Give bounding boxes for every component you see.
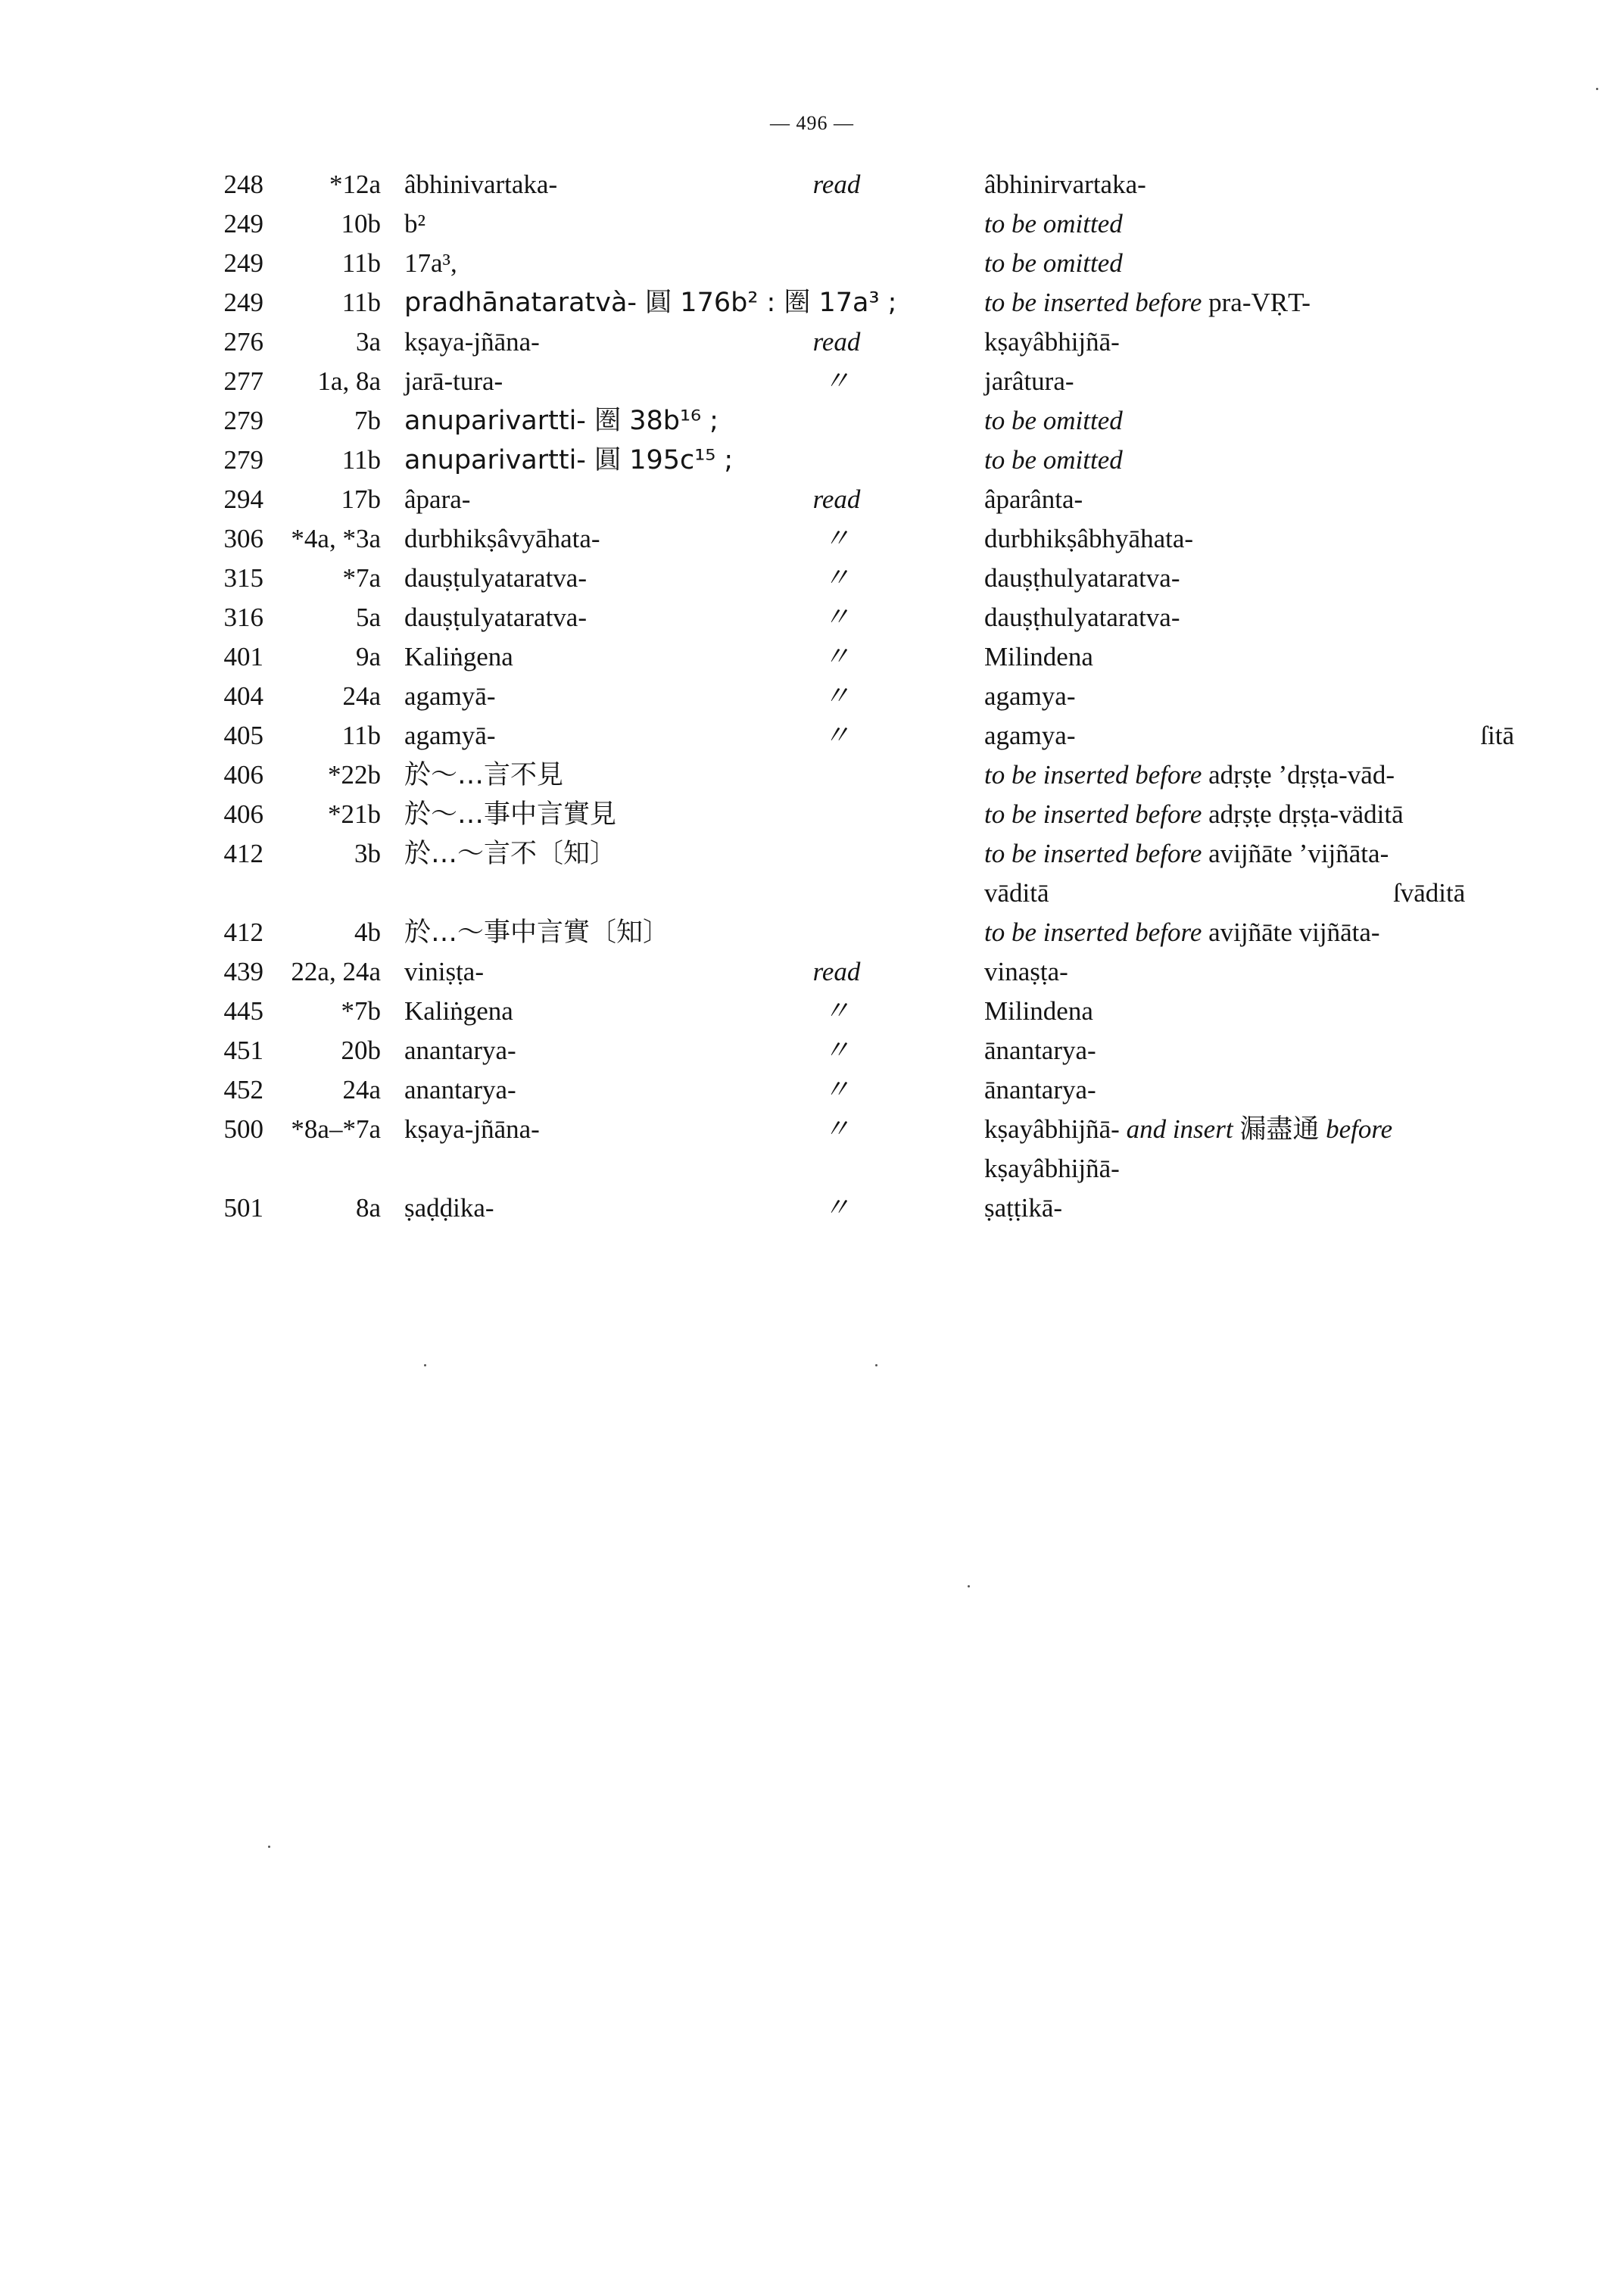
erroneous-text: 於～…事中言實見 bbox=[404, 799, 617, 830]
errata-row bbox=[0, 834, 1624, 913]
corrected-line: agamya- bbox=[984, 721, 1076, 750]
line-ref: *22b bbox=[328, 760, 381, 790]
page-ref: 276 bbox=[223, 327, 263, 357]
errata-row bbox=[0, 913, 1624, 952]
corrected-line: to be omitted bbox=[984, 445, 1123, 475]
corrected-text bbox=[984, 834, 1514, 913]
erroneous-text: viniṣṭa- bbox=[404, 957, 484, 986]
errata-row bbox=[0, 519, 1624, 559]
erroneous-text: Kaliṅgena bbox=[404, 642, 513, 671]
errata-row bbox=[0, 441, 1624, 480]
page-ref: 500 bbox=[223, 1114, 263, 1144]
corrected-text bbox=[984, 165, 1514, 204]
corrected-line: to be inserted before pra-VṚT- bbox=[984, 288, 1311, 317]
erroneous-text: dauṣṭulyataratva- bbox=[404, 603, 588, 632]
erroneous-text: ṣaḍḍika- bbox=[404, 1193, 494, 1223]
page-ref: 412 bbox=[223, 839, 263, 868]
errata-row bbox=[0, 598, 1624, 637]
correction-instruction: read bbox=[812, 170, 861, 199]
page-ref: 316 bbox=[223, 603, 263, 632]
corrected-text bbox=[984, 1189, 1514, 1228]
erroneous-text: âpara- bbox=[404, 484, 471, 514]
corrected-text bbox=[984, 559, 1514, 598]
correction-instruction: 〃 bbox=[823, 1193, 850, 1223]
line-ref: 1a, 8a bbox=[317, 366, 381, 396]
errata-row bbox=[0, 952, 1624, 992]
corrected-line: kṣayâbhijñā- and insert 漏盡通 before bbox=[984, 1114, 1393, 1144]
correction-instruction: 〃 bbox=[823, 721, 850, 750]
page-ref: 445 bbox=[223, 996, 263, 1026]
corrected-line: Milindena bbox=[984, 996, 1093, 1026]
page-ref: 277 bbox=[223, 366, 263, 396]
margin-note: ſitā bbox=[1480, 721, 1514, 750]
erroneous-text: anantarya- bbox=[404, 1036, 516, 1065]
erroneous-text: 於…～事中言實〔知〕 bbox=[404, 918, 670, 948]
corrected-text bbox=[984, 1031, 1514, 1070]
errata-row bbox=[0, 1110, 1624, 1189]
corrected-text bbox=[984, 204, 1514, 244]
page-ref: 279 bbox=[223, 445, 263, 475]
page-ref: 306 bbox=[223, 524, 263, 553]
scan-speck bbox=[268, 1846, 270, 1848]
erroneous-text: pradhānataratvà- 圓 176b² : 圏 17a³ ; bbox=[404, 288, 897, 318]
correction-instruction: 〃 bbox=[823, 1114, 850, 1144]
corrected-text bbox=[984, 1070, 1514, 1110]
line-ref: *21b bbox=[328, 799, 381, 829]
page-ref: 249 bbox=[223, 248, 263, 278]
corrected-text bbox=[984, 992, 1514, 1031]
errata-row bbox=[0, 283, 1624, 322]
line-ref: 11b bbox=[341, 445, 381, 475]
erroneous-text: dauṣṭulyataratva- bbox=[404, 563, 588, 593]
erroneous-text: âbhinivartaka- bbox=[404, 170, 558, 199]
correction-instruction: 〃 bbox=[823, 603, 850, 632]
corrected-line: jarâtura- bbox=[984, 366, 1074, 396]
correction-instruction: read bbox=[812, 484, 861, 514]
scan-speck bbox=[1596, 88, 1598, 90]
line-ref: *7b bbox=[341, 996, 381, 1026]
line-ref: 11b bbox=[341, 248, 381, 278]
corrected-line: agamya- bbox=[984, 681, 1076, 711]
line-ref: 9a bbox=[355, 642, 381, 671]
errata-row bbox=[0, 1031, 1624, 1070]
erroneous-text: agamyā- bbox=[404, 721, 496, 750]
errata-table bbox=[0, 165, 1624, 1228]
line-ref: 3b bbox=[354, 839, 381, 868]
erroneous-text: durbhikṣâvyāhata- bbox=[404, 524, 600, 553]
corrected-text bbox=[984, 598, 1514, 637]
correction-instruction: read bbox=[812, 327, 861, 357]
corrected-line: ānantarya- bbox=[984, 1036, 1096, 1065]
corrected-line: ānantarya- bbox=[984, 1075, 1096, 1104]
corrected-line: to be omitted bbox=[984, 406, 1123, 435]
line-ref: 4b bbox=[354, 918, 381, 947]
page-ref: 501 bbox=[223, 1193, 263, 1223]
corrected-line: to be inserted before adṛṣṭe ’dṛṣṭa-vād- bbox=[984, 760, 1395, 790]
page-number: — 496 — bbox=[770, 112, 854, 134]
erroneous-text: kṣaya-jñāna- bbox=[404, 1114, 540, 1144]
erroneous-text: b² bbox=[404, 209, 425, 238]
corrected-line: to be omitted bbox=[984, 209, 1123, 238]
scan-speck bbox=[968, 1585, 970, 1587]
errata-row bbox=[0, 795, 1624, 834]
corrected-line: to be omitted bbox=[984, 248, 1123, 278]
line-ref: 7b bbox=[354, 406, 381, 435]
errata-row bbox=[0, 677, 1624, 716]
correction-instruction: 〃 bbox=[823, 1075, 850, 1104]
corrected-text bbox=[984, 756, 1514, 795]
correction-instruction: 〃 bbox=[823, 996, 850, 1026]
corrected-text bbox=[984, 401, 1514, 441]
corrected-text bbox=[984, 1110, 1514, 1189]
corrected-text bbox=[984, 322, 1514, 362]
corrected-text bbox=[984, 283, 1514, 322]
erroneous-text: 於～…言不見 bbox=[404, 760, 564, 790]
line-ref: *8a–*7a bbox=[291, 1114, 381, 1144]
erroneous-text: Kaliṅgena bbox=[404, 996, 513, 1026]
errata-row bbox=[0, 401, 1624, 441]
erroneous-text: agamyā- bbox=[404, 681, 496, 711]
corrected-line: durbhikṣâbhyāhata- bbox=[984, 524, 1194, 553]
errata-row bbox=[0, 322, 1624, 362]
errata-row bbox=[0, 716, 1624, 756]
erroneous-text: 於…～言不〔知〕 bbox=[404, 839, 617, 869]
errata-row bbox=[0, 244, 1624, 283]
corrected-text bbox=[984, 480, 1514, 519]
erroneous-text: kṣaya-jñāna- bbox=[404, 327, 540, 357]
line-ref: 8a bbox=[355, 1193, 381, 1223]
erroneous-text: anuparivartti- 圏 38b¹⁶ ; bbox=[404, 406, 718, 436]
corrected-line: dauṣṭhulyataratva- bbox=[984, 603, 1180, 632]
corrected-text bbox=[984, 716, 1514, 756]
corrected-text bbox=[984, 441, 1514, 480]
corrected-line: âparânta- bbox=[984, 484, 1083, 514]
page-ref: 406 bbox=[223, 799, 263, 829]
correction-instruction: read bbox=[812, 957, 861, 986]
page-ref: 279 bbox=[223, 406, 263, 435]
page-ref: 451 bbox=[223, 1036, 263, 1065]
corrected-text bbox=[984, 952, 1514, 992]
line-ref: 17b bbox=[341, 484, 381, 514]
page-ref: 439 bbox=[223, 957, 263, 986]
line-ref: 11b bbox=[341, 288, 381, 317]
line-ref: *4a, *3a bbox=[291, 524, 381, 553]
corrected-line-2: vāditā ſvāditā bbox=[984, 874, 1514, 913]
line-ref: 20b bbox=[341, 1036, 381, 1065]
corrected-line: dauṣṭhulyataratva- bbox=[984, 563, 1180, 593]
page-ref: 249 bbox=[223, 209, 263, 238]
line-ref: *12a bbox=[329, 170, 381, 199]
errata-row bbox=[0, 1189, 1624, 1228]
erroneous-text: 17a³, bbox=[404, 248, 457, 278]
corrected-text bbox=[984, 244, 1514, 283]
corrected-text bbox=[984, 519, 1514, 559]
corrected-text bbox=[984, 795, 1514, 834]
corrected-line: Milindena bbox=[984, 642, 1093, 671]
correction-instruction: 〃 bbox=[823, 1036, 850, 1065]
errata-row bbox=[0, 637, 1624, 677]
corrected-line: âbhinirvartaka- bbox=[984, 170, 1146, 199]
line-ref: 22a, 24a bbox=[291, 957, 381, 986]
correction-instruction: 〃 bbox=[823, 366, 850, 396]
correction-instruction: 〃 bbox=[823, 681, 850, 711]
erroneous-text: anuparivartti- 圓 195c¹⁵ ; bbox=[404, 445, 734, 475]
page-ref: 315 bbox=[223, 563, 263, 593]
page-ref: 406 bbox=[223, 760, 263, 790]
page-ref: 401 bbox=[223, 642, 263, 671]
erroneous-text: anantarya- bbox=[404, 1075, 516, 1104]
corrected-line: kṣayâbhijñā- bbox=[984, 327, 1120, 357]
corrected-text bbox=[984, 913, 1514, 952]
page-ref: 404 bbox=[223, 681, 263, 711]
errata-row bbox=[0, 480, 1624, 519]
corrected-line: to be inserted before avijñāte vijñāta- bbox=[984, 918, 1380, 947]
line-ref: 24a bbox=[342, 681, 381, 711]
page-ref: 405 bbox=[223, 721, 263, 750]
page-ref: 248 bbox=[223, 170, 263, 199]
errata-row bbox=[0, 204, 1624, 244]
errata-row bbox=[0, 992, 1624, 1031]
page-ref: 452 bbox=[223, 1075, 263, 1104]
corrected-text bbox=[984, 362, 1514, 401]
page-ref: 249 bbox=[223, 288, 263, 317]
margin-note: ſvāditā bbox=[1393, 878, 1466, 908]
line-ref: 3a bbox=[355, 327, 381, 357]
corrected-text bbox=[984, 677, 1514, 716]
correction-instruction: 〃 bbox=[823, 642, 850, 671]
corrected-text bbox=[984, 637, 1514, 677]
errata-row bbox=[0, 756, 1624, 795]
correction-instruction: 〃 bbox=[823, 563, 850, 593]
page-ref: 294 bbox=[223, 484, 263, 514]
line-ref: 24a bbox=[342, 1075, 381, 1104]
scan-speck bbox=[875, 1364, 877, 1366]
erroneous-text: jarā-tura- bbox=[404, 366, 503, 396]
corrected-line-2: kṣayâbhijñā- bbox=[984, 1154, 1120, 1183]
errata-row bbox=[0, 559, 1624, 598]
errata-row bbox=[0, 165, 1624, 204]
corrected-line: ṣaṭṭikā- bbox=[984, 1193, 1063, 1223]
corrected-line: to be inserted before adṛṣṭe dṛṣṭa-väditā bbox=[984, 799, 1404, 829]
corrected-line: to be inserted before avijñāte ’vijñāta- bbox=[984, 839, 1389, 868]
correction-instruction: 〃 bbox=[823, 524, 850, 553]
corrected-line: vinaṣṭa- bbox=[984, 957, 1068, 986]
page-ref: 412 bbox=[223, 918, 263, 947]
errata-row bbox=[0, 1070, 1624, 1110]
line-ref: 11b bbox=[341, 721, 381, 750]
line-ref: 10b bbox=[341, 209, 381, 238]
line-ref: *7a bbox=[342, 563, 381, 593]
line-ref: 5a bbox=[355, 603, 381, 632]
errata-row bbox=[0, 362, 1624, 401]
scan-speck bbox=[424, 1364, 426, 1366]
